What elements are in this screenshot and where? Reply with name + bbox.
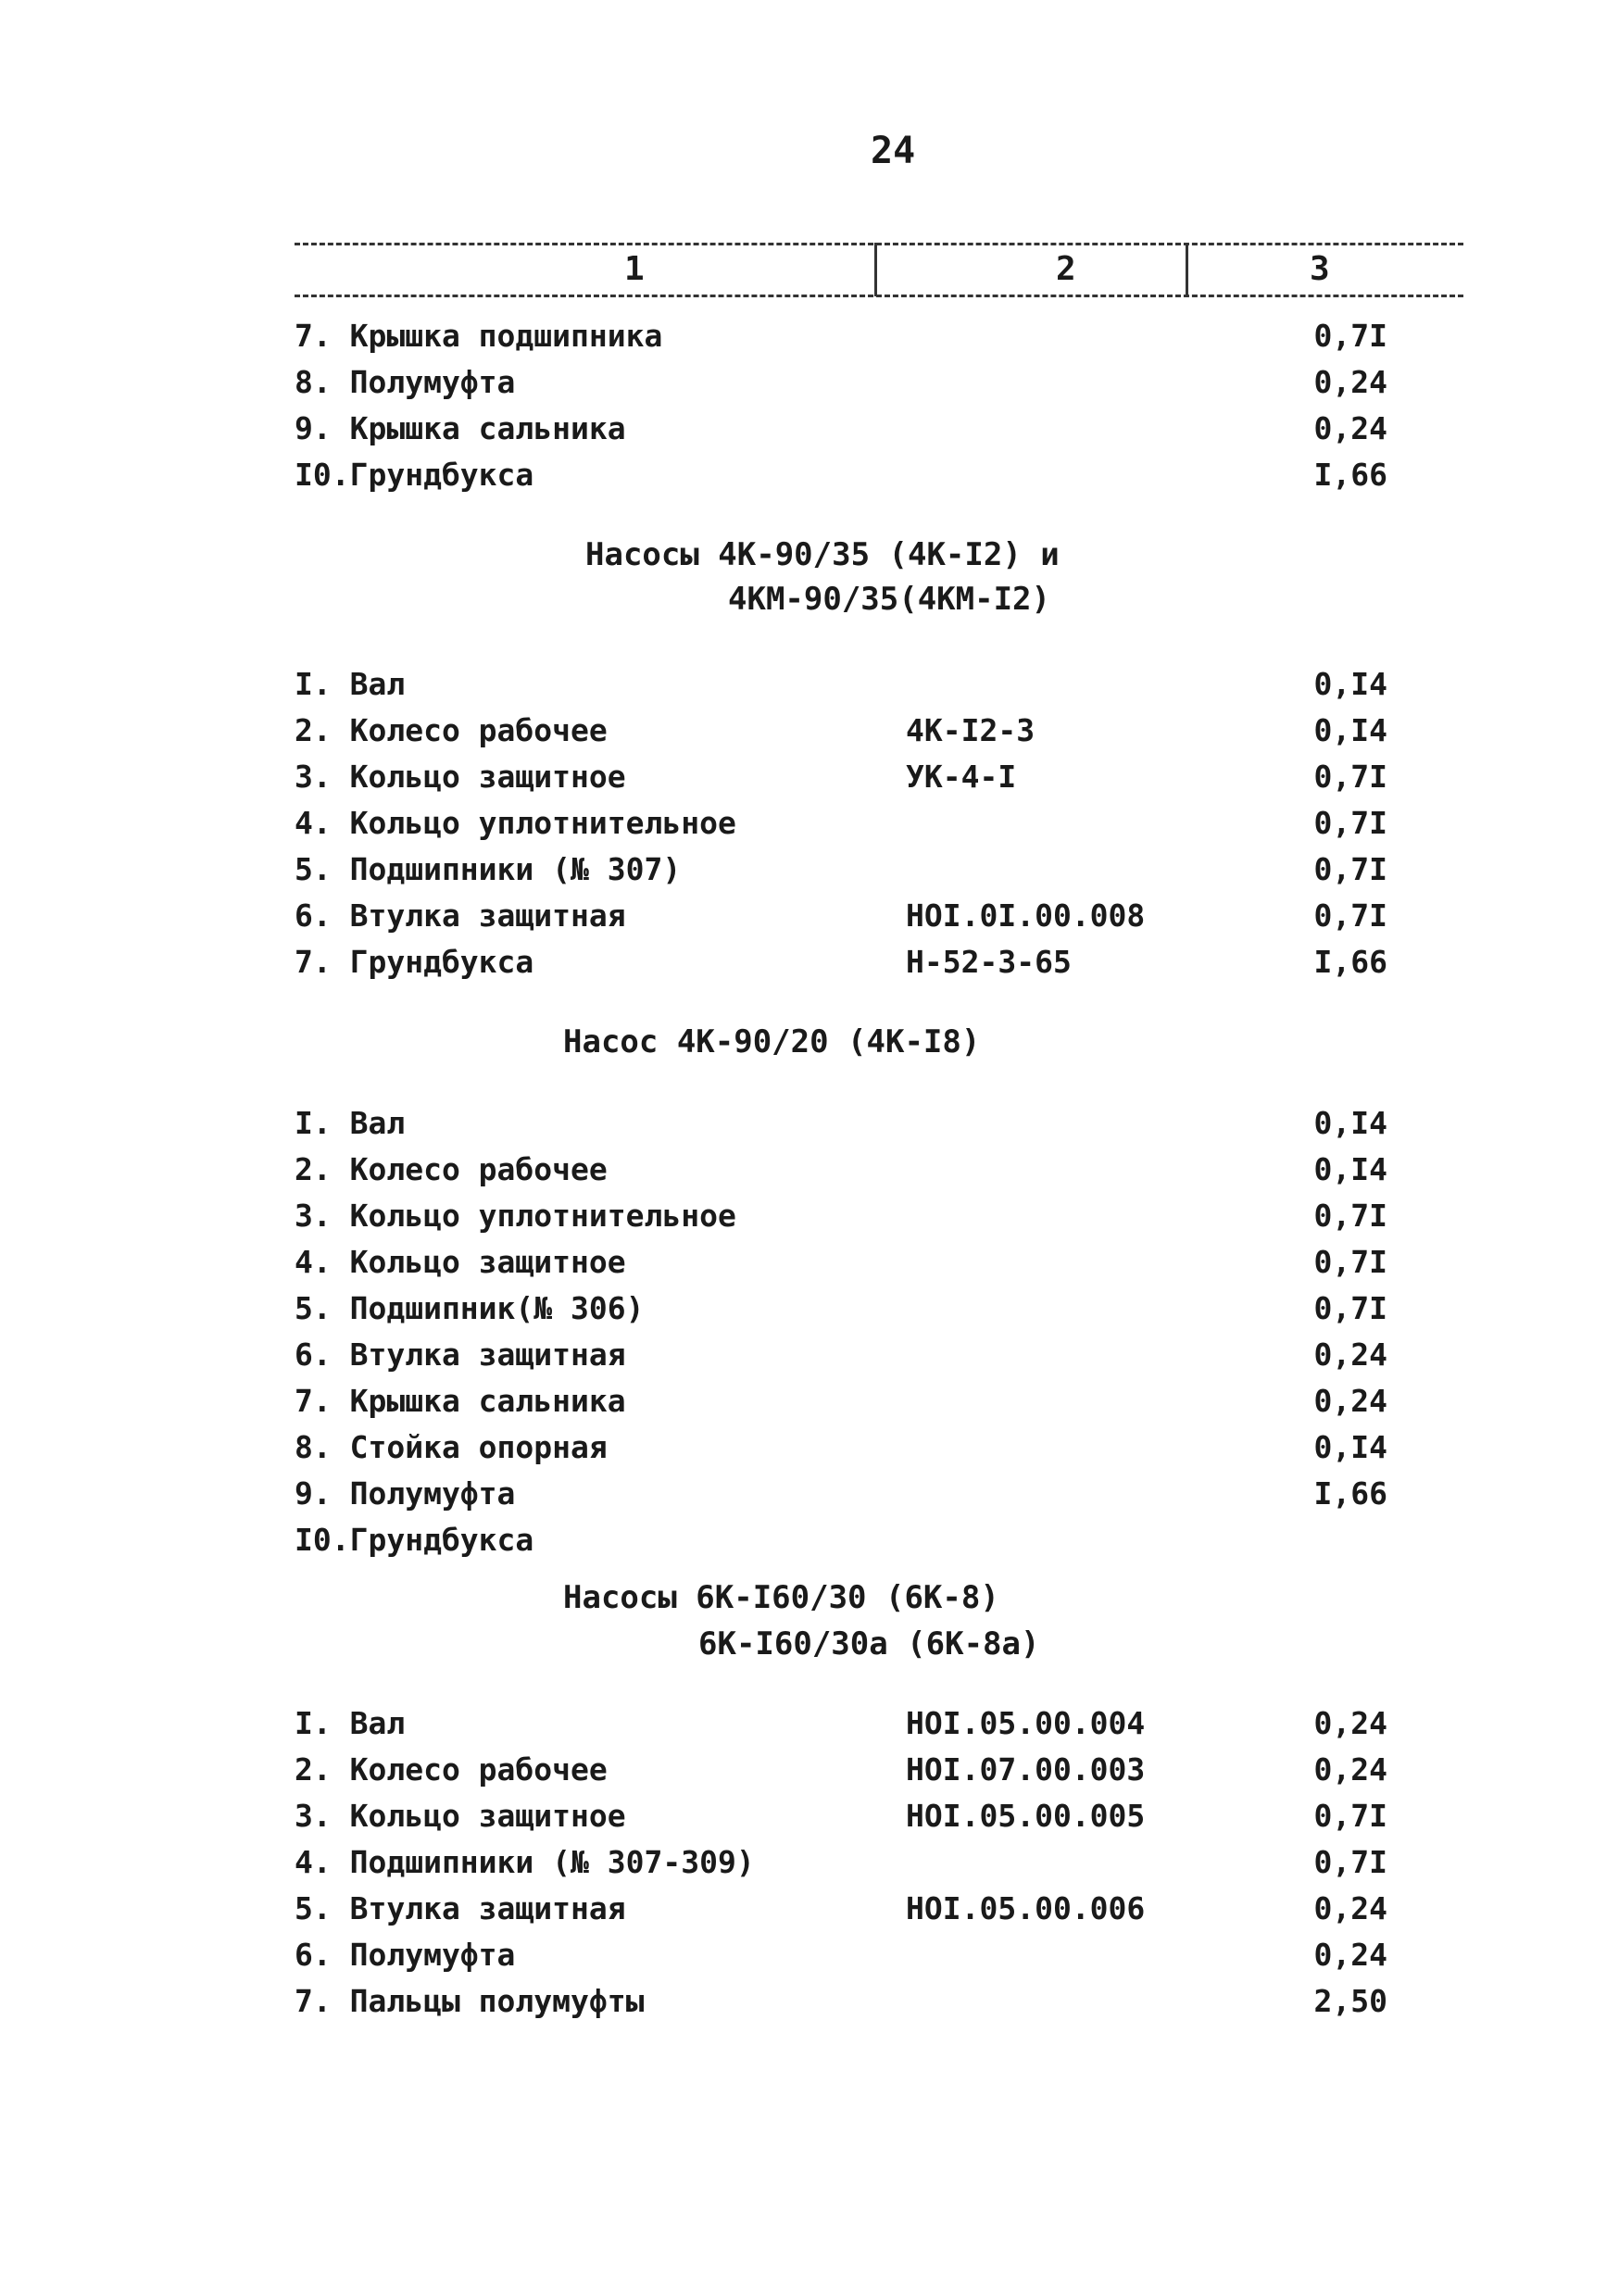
item-name: 5. Подшипник(№ 306) xyxy=(295,1290,645,1326)
page-number: 24 xyxy=(871,130,916,172)
table-row xyxy=(295,315,1387,358)
table-row xyxy=(295,1795,1387,1838)
item-name: 6. Полумуфта xyxy=(295,1937,516,1973)
item-name: 6. Втулка защитная xyxy=(295,1336,626,1373)
table-row xyxy=(295,709,1387,752)
item-name: 5. Подшипники (№ 307) xyxy=(295,851,682,887)
header-separator xyxy=(874,243,877,296)
section-title: Насосы 6К-I60/30 (6К-8) xyxy=(563,1579,999,1616)
item-value: I,66 xyxy=(1313,944,1387,980)
table-row xyxy=(295,848,1387,891)
item-name: 3. Кольцо защитное xyxy=(295,759,626,795)
item-name: 4. Подшипники (№ 307-309) xyxy=(295,1844,755,1880)
table-row xyxy=(295,1334,1387,1376)
item-code: НОI.05.00.005 xyxy=(906,1798,1146,1834)
item-name: 9. Полумуфта xyxy=(295,1475,516,1512)
table-row xyxy=(295,1241,1387,1284)
table-row xyxy=(295,895,1387,937)
item-name: 2. Колесо рабочее xyxy=(295,712,608,748)
table-row xyxy=(295,1841,1387,1884)
item-value: 0,7I xyxy=(1313,805,1387,841)
table-row xyxy=(295,1980,1387,2023)
table-header xyxy=(295,230,1463,304)
item-name: 2. Колесо рабочее xyxy=(295,1151,608,1187)
item-value: 0,I4 xyxy=(1313,712,1387,748)
item-name: 8. Полумуфта xyxy=(295,364,516,400)
item-value: 0,I4 xyxy=(1313,1151,1387,1187)
header-col-2: 2 xyxy=(1052,250,1080,288)
item-name: 3. Кольцо защитное xyxy=(295,1798,626,1834)
item-name: 4. Кольцо защитное xyxy=(295,1244,626,1280)
item-name: 7. Крышка подшипника xyxy=(295,318,663,354)
item-name: 2. Колесо рабочее xyxy=(295,1751,608,1788)
item-value: 0,24 xyxy=(1313,1751,1387,1788)
item-code: 4К-I2-3 xyxy=(906,712,1035,748)
item-value: 0,7I xyxy=(1313,759,1387,795)
table-row xyxy=(295,1102,1387,1145)
item-value: 0,24 xyxy=(1313,1890,1387,1926)
table-row xyxy=(295,454,1387,496)
section-title: Насос 4К-90/20 (4К-I8) xyxy=(563,1023,981,1060)
item-code: УК-4-I xyxy=(906,759,1017,795)
item-code: НОI.07.00.003 xyxy=(906,1751,1146,1788)
item-value: 0,I4 xyxy=(1313,1429,1387,1465)
item-value: 0,7I xyxy=(1313,318,1387,354)
table-row xyxy=(295,1934,1387,1976)
item-name: I. Вал xyxy=(295,666,406,702)
item-value: 0,7I xyxy=(1313,897,1387,934)
table-row xyxy=(295,408,1387,450)
header-separator xyxy=(1186,243,1188,296)
item-value: 0,24 xyxy=(1313,1937,1387,1973)
item-code: НОI.05.00.006 xyxy=(906,1890,1146,1926)
table-row xyxy=(295,1287,1387,1330)
item-value: 0,7I xyxy=(1313,851,1387,887)
table-row xyxy=(295,1473,1387,1515)
item-value: 0,7I xyxy=(1313,1244,1387,1280)
item-name: 6. Втулка защитная xyxy=(295,897,626,934)
item-value: 0,24 xyxy=(1313,1705,1387,1741)
header-top-rule xyxy=(295,243,1463,245)
item-name: 5. Втулка защитная xyxy=(295,1890,626,1926)
table-row xyxy=(295,1426,1387,1469)
section-title: Насосы 4К-90/35 (4К-I2) и xyxy=(585,536,1060,573)
item-name: I. Вал xyxy=(295,1105,406,1141)
item-value: 0,7I xyxy=(1313,1844,1387,1880)
item-value: I,66 xyxy=(1313,457,1387,493)
item-value: 0,24 xyxy=(1313,1383,1387,1419)
item-value: 0,7I xyxy=(1313,1198,1387,1234)
item-name: 8. Стойка опорная xyxy=(295,1429,608,1465)
item-name: 7. Грундбукса xyxy=(295,944,534,980)
section-subtitle: 4КМ-90/35(4КМ-I2) xyxy=(728,581,1050,618)
table-row xyxy=(295,1195,1387,1237)
table-row xyxy=(295,1749,1387,1791)
section-subtitle: 6К-I60/30а (6К-8а) xyxy=(698,1625,1040,1662)
table-row xyxy=(295,663,1387,706)
table-row xyxy=(295,802,1387,845)
item-name: 7. Крышка сальника xyxy=(295,1383,626,1419)
header-col-3: 3 xyxy=(1306,250,1334,288)
item-value: 0,24 xyxy=(1313,410,1387,446)
table-row xyxy=(295,941,1387,984)
header-col-1: 1 xyxy=(621,250,648,288)
header-bottom-rule xyxy=(295,295,1463,297)
item-value: 0,7I xyxy=(1313,1290,1387,1326)
item-value: 0,I4 xyxy=(1313,666,1387,702)
item-name: 4. Кольцо уплотнительное xyxy=(295,805,736,841)
item-name: I0.Грундбукса xyxy=(295,457,534,493)
item-name: 7. Пальцы полумуфты xyxy=(295,1983,645,2019)
table-row xyxy=(295,1702,1387,1745)
item-code: НОI.05.00.004 xyxy=(906,1705,1146,1741)
item-value: 2,50 xyxy=(1313,1983,1387,2019)
table-row xyxy=(295,1519,1387,1562)
table-row xyxy=(295,756,1387,798)
item-code: НОI.0I.00.008 xyxy=(906,897,1146,934)
item-value: 0,7I xyxy=(1313,1798,1387,1834)
table-row xyxy=(295,361,1387,404)
table-row xyxy=(295,1380,1387,1423)
item-value: 0,I4 xyxy=(1313,1105,1387,1141)
item-value: 0,24 xyxy=(1313,364,1387,400)
item-name: 3. Кольцо уплотнительное xyxy=(295,1198,736,1234)
table-row xyxy=(295,1888,1387,1930)
item-value: I,66 xyxy=(1313,1475,1387,1512)
item-name: I0.Грундбукса xyxy=(295,1522,534,1558)
item-value: 0,24 xyxy=(1313,1336,1387,1373)
item-code: Н-52-3-65 xyxy=(906,944,1072,980)
table-row xyxy=(295,1148,1387,1191)
item-name: 9. Крышка сальника xyxy=(295,410,626,446)
item-name: I. Вал xyxy=(295,1705,406,1741)
